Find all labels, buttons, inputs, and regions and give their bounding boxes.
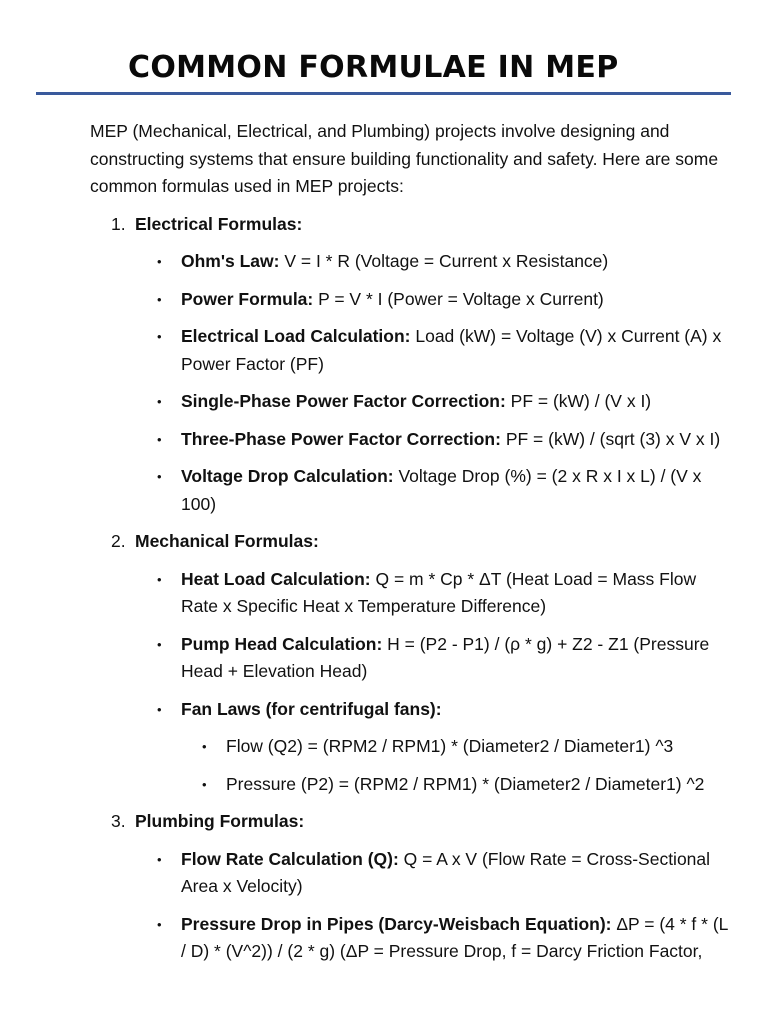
- bullet-icon: •: [157, 329, 162, 344]
- section-items: [135, 248, 735, 518]
- bullet-icon: •: [157, 701, 162, 717]
- list-item: [135, 426, 735, 454]
- section-electrical: [90, 211, 735, 519]
- item-text: H = (P2 - P1) / (ρ * g) + Z2 - Z1 (Pressure Head + Elevation Head): [181, 633, 710, 681]
- bullet-icon: •: [157, 254, 162, 269]
- bullet-icon: •: [157, 469, 162, 484]
- bullet-icon: •: [157, 394, 162, 409]
- bullet-icon: •: [157, 571, 162, 587]
- bullet-icon: •: [202, 739, 207, 754]
- item-text: PF = (kW) / (sqrt (3) x V x I): [500, 428, 721, 449]
- sub-list-item: [181, 771, 735, 799]
- section-number: 3.: [111, 811, 126, 831]
- list-item: [135, 911, 735, 966]
- list-item: [135, 286, 735, 314]
- list-item: [135, 388, 735, 416]
- item-label: Fan Laws (for centrifugal fans):: [181, 698, 442, 719]
- bullet-icon: •: [157, 916, 162, 932]
- page-title: COMMON FORMULAE IN MEP: [128, 50, 619, 85]
- fan-law-flow: Flow (Q2) = (RPM2 / RPM1) * (Diameter2 / Diameter1) ^3: [226, 736, 674, 756]
- item-label: Three-Phase Power Factor Correction:: [181, 428, 501, 449]
- section-title: Electrical Formulas:: [135, 213, 303, 234]
- item-label: Flow Rate Calculation (Q):: [181, 848, 399, 869]
- list-item: [135, 323, 735, 378]
- item-label: Heat Load Calculation:: [181, 568, 371, 589]
- list-item: [135, 846, 735, 901]
- section-items: [135, 846, 735, 966]
- item-text: V = I * R (Voltage = Current x Resistance): [279, 251, 609, 271]
- bullet-icon: •: [157, 851, 162, 867]
- bullet-icon: •: [157, 291, 162, 307]
- item-text: P = V * I (Power = Voltage x Current): [313, 288, 604, 309]
- item-label: Voltage Drop Calculation:: [181, 466, 394, 486]
- fan-law-pressure: Pressure (P2) = (RPM2 / RPM1) * (Diameter2 / Diameter1) ^2: [226, 773, 705, 794]
- item-text: Q = m * Cp * ΔT (Heat Load = Mass Flow Rate x Specific Heat x Temperature Difference): [181, 568, 697, 616]
- list-item: [135, 463, 735, 518]
- item-label: Single-Phase Power Factor Correction:: [181, 391, 506, 411]
- list-item: [135, 696, 735, 799]
- item-label: Pressure Drop in Pipes (Darcy-Weisbach Equation):: [181, 913, 612, 934]
- document-body: [90, 118, 735, 976]
- list-item: [135, 248, 735, 276]
- item-label: Pump Head Calculation:: [181, 633, 383, 654]
- list-item: [135, 566, 735, 621]
- item-label: Electrical Load Calculation:: [181, 326, 411, 346]
- section-title: Mechanical Formulas:: [135, 531, 319, 551]
- fan-laws-list: [181, 733, 735, 798]
- item-label: Ohm's Law:: [181, 251, 280, 271]
- bullet-icon: •: [157, 636, 162, 652]
- sub-list-item: [181, 733, 735, 761]
- section-plumbing: [90, 808, 735, 966]
- bullet-icon: •: [202, 776, 207, 792]
- intro-paragraph: MEP (Mechanical, Electrical, and Plumbing) projects involve designing and constructing systems that ensure building functionality and safety. Here are some common formulas used in MEP projects:: [90, 121, 719, 196]
- item-text: ΔP = (4 * f * (L / D) * (V^2)) / (2 * g) (ΔP = Pressure Drop, f = Darcy Friction Factor,: [181, 913, 728, 961]
- item-text: Q = A x V (Flow Rate = Cross-Sectional Area x Velocity): [181, 848, 711, 896]
- formula-sections: [90, 211, 735, 966]
- section-title: Plumbing Formulas:: [135, 811, 305, 831]
- item-text: Load (kW) = Voltage (V) x Current (A) x Power Factor (PF): [181, 326, 722, 374]
- section-number: 2.: [111, 531, 126, 551]
- title-underline: [36, 92, 731, 95]
- list-item: [135, 631, 735, 686]
- item-text: PF = (kW) / (V x I): [505, 391, 652, 411]
- section-items: [135, 566, 735, 799]
- section-mechanical: [90, 528, 735, 798]
- section-number: 1.: [111, 213, 126, 234]
- item-text: Voltage Drop (%) = (2 x R x I x L) / (V x 100): [181, 466, 702, 514]
- bullet-icon: •: [157, 431, 162, 447]
- item-label: Power Formula:: [181, 288, 314, 309]
